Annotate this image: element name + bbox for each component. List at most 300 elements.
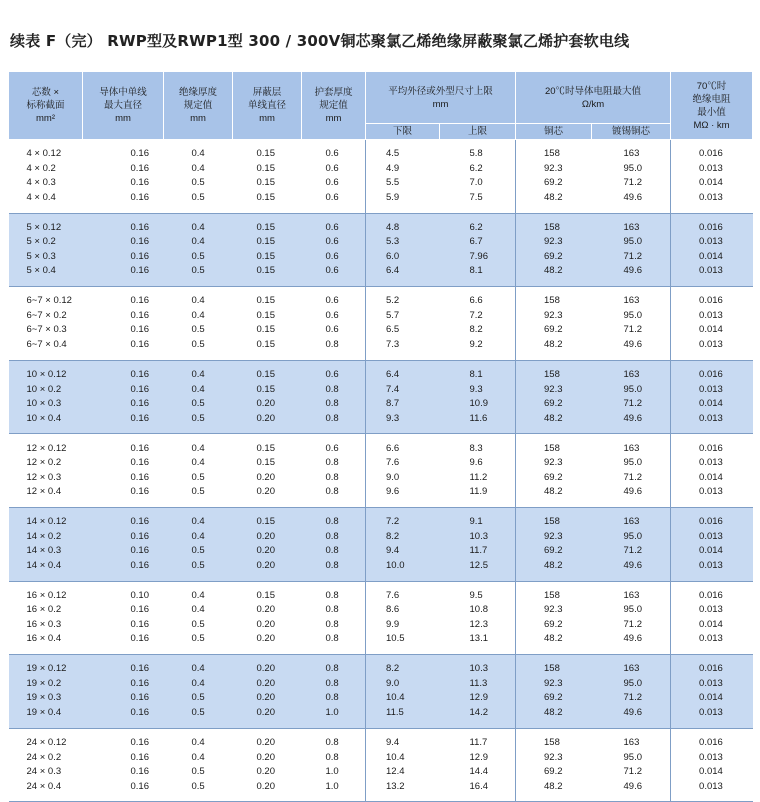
cell-value: 0.014 [699, 545, 723, 557]
cell-od-lower [366, 655, 440, 729]
cell-value: 13.2 [386, 780, 405, 792]
cell-value: 0.014 [699, 471, 723, 483]
cell-value: 0.16 [130, 221, 149, 233]
cell-value: 0.20 [256, 677, 275, 689]
cell-sheath [302, 140, 366, 214]
cell-value: 0.20 [256, 530, 275, 542]
cell-value: 6.4 [386, 369, 400, 381]
cell-value: 0.16 [130, 398, 149, 410]
cell-ins [671, 140, 753, 214]
cell-od-lower [366, 434, 440, 508]
cell-od-lower [366, 213, 440, 287]
cell-ins [671, 507, 753, 581]
cell-value: 19 × 0.4 [26, 706, 62, 718]
header-od-upper: 上限 [440, 124, 516, 140]
cell-value: 163 [623, 589, 640, 601]
cell-insulation [164, 213, 233, 287]
cell-conductor [83, 140, 164, 214]
cell-value: 0.013 [699, 677, 723, 689]
cell-value: 0.20 [256, 604, 275, 616]
cell-value: 71.2 [623, 250, 643, 262]
cell-value: 0.016 [699, 663, 723, 675]
cell-value: 11.6 [469, 412, 488, 424]
cell-value: 0.6 [325, 250, 339, 262]
cell-tin [592, 360, 671, 434]
cell-value: 69.2 [544, 177, 563, 189]
cell-value: 0.013 [699, 412, 723, 424]
table-body [9, 140, 753, 802]
cell-value: 0.8 [325, 589, 339, 601]
cell-value: 0.16 [130, 412, 149, 424]
cell-value: 0.6 [325, 324, 339, 336]
cell-value: 0.15 [256, 457, 275, 469]
cell-value: 0.5 [191, 412, 205, 424]
cell-value: 4 × 0.12 [26, 148, 62, 160]
cell-value: 0.16 [130, 604, 149, 616]
cell-value: 0.6 [325, 442, 339, 454]
cell-value: 69.2 [544, 766, 563, 778]
cell-cu [516, 581, 592, 655]
cell-value: 0.4 [191, 148, 205, 160]
cell-conductor [83, 360, 164, 434]
cell-value: 0.15 [256, 309, 275, 321]
cell-tin [592, 581, 671, 655]
cell-value: 0.016 [699, 148, 723, 160]
cell-value: 92.3 [544, 604, 563, 616]
cell-value: 0.16 [130, 780, 149, 792]
cell-value: 49.6 [623, 486, 643, 498]
cell-value: 0.8 [325, 412, 339, 424]
cell-value: 0.5 [191, 559, 205, 571]
cell-shield [233, 213, 302, 287]
cell-ins [671, 581, 753, 655]
cell-value: 0.16 [130, 265, 149, 277]
cell-value: 69.2 [544, 250, 563, 262]
cell-sheath [302, 728, 366, 802]
cell-value: 10.3 [469, 530, 488, 542]
cell-value: 0.013 [699, 191, 723, 203]
header-resistance: 20℃时导体电阻最大值 Ω/km [516, 72, 671, 124]
cell-od-upper [440, 360, 516, 434]
cell-value: 71.2 [623, 545, 643, 557]
cell-value: 0.016 [699, 516, 723, 528]
cell-value: 9.2 [469, 338, 483, 350]
cell-od-lower [366, 581, 440, 655]
spec-table [8, 71, 753, 802]
cell-value: 4 × 0.3 [26, 177, 56, 189]
cell-value: 0.6 [325, 236, 339, 248]
cell-value: 0.013 [699, 559, 723, 571]
cell-value: 0.16 [130, 737, 149, 749]
cell-value: 0.4 [191, 442, 205, 454]
cell-value: 0.20 [256, 486, 275, 498]
cell-value: 8.3 [469, 442, 483, 454]
cell-value: 0.16 [130, 618, 149, 630]
cell-value: 16.4 [469, 780, 488, 792]
cell-insulation [164, 581, 233, 655]
cell-value: 8.1 [469, 265, 483, 277]
cell-value: 158 [544, 295, 560, 307]
cell-value: 0.16 [130, 191, 149, 203]
cell-value: 0.16 [130, 663, 149, 675]
cell-value: 10.8 [469, 604, 488, 616]
cell-cu [516, 434, 592, 508]
cell-value: 5 × 0.3 [26, 250, 56, 262]
header-resist-tinned: 镀锡铜芯 [592, 124, 671, 140]
header-shield: 屏蔽层 单线直径 mm [233, 72, 302, 140]
cell-value: 0.013 [699, 751, 723, 763]
cell-value: 0.20 [256, 559, 275, 571]
cell-value: 0.016 [699, 442, 723, 454]
cell-ins [671, 434, 753, 508]
cell-value: 0.15 [256, 442, 275, 454]
cell-tin [592, 287, 671, 361]
cell-insulation [164, 140, 233, 214]
cell-value: 0.8 [325, 383, 339, 395]
cell-value: 48.2 [544, 486, 563, 498]
cell-cores [9, 213, 83, 287]
cell-value: 14 × 0.12 [26, 516, 67, 528]
cell-value: 12.9 [469, 751, 488, 763]
cell-value: 95.0 [623, 162, 643, 174]
cell-value: 5 × 0.12 [26, 221, 62, 233]
header-insulation-resistance: 70℃时 绝缘电阻 最小值 MΩ · km [671, 72, 753, 140]
cell-conductor [83, 287, 164, 361]
cell-value: 9.6 [469, 457, 483, 469]
cell-value: 71.2 [623, 324, 643, 336]
cell-value: 92.3 [544, 236, 563, 248]
cell-value: 0.5 [191, 191, 205, 203]
cell-value: 0.8 [325, 618, 339, 630]
cell-value: 0.15 [256, 295, 275, 307]
table-row-group [9, 213, 753, 287]
cell-cu [516, 507, 592, 581]
cell-value: 95.0 [623, 751, 643, 763]
cell-value: 12.3 [469, 618, 488, 630]
header-cores: 芯数 × 标称截面 mm² [9, 72, 83, 140]
cell-value: 0.4 [191, 309, 205, 321]
cell-value: 16 × 0.12 [26, 589, 67, 601]
table-row-group [9, 360, 753, 434]
cell-value: 6.4 [386, 265, 400, 277]
cell-cu [516, 213, 592, 287]
cell-value: 4.8 [386, 221, 400, 233]
cell-value: 69.2 [544, 398, 563, 410]
cell-value: 0.016 [699, 221, 723, 233]
cell-value: 0.20 [256, 737, 275, 749]
cell-value: 8.6 [386, 604, 400, 616]
table-row-group [9, 728, 753, 802]
cell-value: 24 × 0.4 [26, 780, 62, 792]
cell-od-upper [440, 581, 516, 655]
cell-conductor [83, 728, 164, 802]
cell-value: 158 [544, 663, 560, 675]
cell-value: 0.5 [191, 706, 205, 718]
cell-value: 0.20 [256, 412, 275, 424]
cell-value: 4.9 [386, 162, 400, 174]
cell-value: 14 × 0.3 [26, 545, 62, 557]
cell-value: 16 × 0.3 [26, 618, 62, 630]
cell-value: 12 × 0.12 [26, 442, 67, 454]
cell-value: 0.5 [191, 545, 205, 557]
cell-insulation [164, 728, 233, 802]
cell-cu [516, 360, 592, 434]
cell-value: 0.013 [699, 457, 723, 469]
cell-value: 0.5 [191, 471, 205, 483]
cell-value: 71.2 [623, 692, 643, 704]
cell-value: 0.014 [699, 250, 723, 262]
cell-value: 69.2 [544, 618, 563, 630]
cell-value: 49.6 [623, 559, 643, 571]
cell-value: 0.013 [699, 633, 723, 645]
cell-value: 0.013 [699, 604, 723, 616]
cell-value: 0.15 [256, 177, 275, 189]
cell-value: 0.16 [130, 457, 149, 469]
cell-value: 0.8 [325, 398, 339, 410]
cell-value: 163 [623, 516, 640, 528]
header-conductor: 导体中单线 最大直径 mm [83, 72, 164, 140]
cell-value: 6.6 [469, 295, 483, 307]
cell-value: 0.6 [325, 265, 339, 277]
cell-value: 0.013 [699, 383, 723, 395]
cell-value: 0.013 [699, 706, 723, 718]
cell-sheath [302, 581, 366, 655]
cell-value: 7.3 [386, 338, 400, 350]
cell-value: 5.5 [386, 177, 400, 189]
cell-value: 8.2 [386, 663, 400, 675]
cell-cores [9, 655, 83, 729]
cell-value: 158 [544, 516, 560, 528]
cell-value: 0.20 [256, 706, 275, 718]
cell-shield [233, 655, 302, 729]
cell-ins [671, 360, 753, 434]
cell-value: 0.20 [256, 692, 275, 704]
cell-value: 10.3 [469, 663, 488, 675]
cell-value: 0.013 [699, 486, 723, 498]
cell-value: 9.0 [386, 471, 400, 483]
cell-sheath [302, 434, 366, 508]
table-title: 续表 F（完） RWP型及RWP1型 300 / 300V铜芯聚氯乙烯绝缘屏蔽聚氯乙烯护套软电线 [10, 32, 630, 50]
cell-value: 11.5 [386, 706, 404, 718]
cell-value: 0.8 [325, 692, 339, 704]
cell-value: 0.5 [191, 324, 205, 336]
cell-value: 9.9 [386, 618, 400, 630]
cell-value: 0.16 [130, 148, 149, 160]
cell-value: 9.5 [469, 589, 483, 601]
cell-value: 0.5 [191, 486, 205, 498]
cell-value: 0.8 [325, 663, 339, 675]
cell-value: 0.4 [191, 369, 205, 381]
cell-value: 0.16 [130, 369, 149, 381]
cell-value: 0.4 [191, 737, 205, 749]
cell-cu [516, 140, 592, 214]
cell-value: 92.3 [544, 530, 563, 542]
cell-value: 92.3 [544, 383, 563, 395]
cell-value: 0.8 [325, 737, 339, 749]
cell-value: 0.16 [130, 766, 149, 778]
cell-value: 95.0 [623, 309, 643, 321]
cell-value: 0.16 [130, 677, 149, 689]
cell-value: 158 [544, 589, 560, 601]
cell-value: 92.3 [544, 751, 563, 763]
cell-value: 49.6 [623, 265, 643, 277]
cell-value: 0.4 [191, 295, 205, 307]
cell-value: 0.5 [191, 338, 205, 350]
cell-tin [592, 507, 671, 581]
cell-value: 69.2 [544, 471, 563, 483]
cell-value: 95.0 [623, 604, 643, 616]
cell-tin [592, 728, 671, 802]
cell-value: 0.4 [191, 221, 205, 233]
table-row-group [9, 507, 753, 581]
cell-value: 0.16 [130, 486, 149, 498]
cell-value: 0.16 [130, 338, 149, 350]
cell-value: 4 × 0.4 [26, 191, 56, 203]
table-row-group [9, 287, 753, 361]
cell-value: 10.5 [386, 633, 405, 645]
cell-value: 1.0 [325, 780, 339, 792]
cell-value: 0.4 [191, 457, 205, 469]
cell-shield [233, 360, 302, 434]
cell-value: 0.16 [130, 177, 149, 189]
cell-value: 0.014 [699, 692, 723, 704]
cell-value: 0.6 [325, 295, 339, 307]
cell-value: 0.4 [191, 677, 205, 689]
cell-value: 0.016 [699, 295, 723, 307]
cell-value: 5.3 [386, 236, 400, 248]
cell-value: 0.8 [325, 530, 339, 542]
cell-value: 0.4 [191, 604, 205, 616]
cell-cu [516, 655, 592, 729]
cell-value: 69.2 [544, 324, 563, 336]
cell-value: 8.2 [469, 324, 483, 336]
cell-value: 0.014 [699, 177, 723, 189]
cell-value: 0.15 [256, 250, 275, 262]
cell-value: 0.6 [325, 369, 339, 381]
cell-value: 0.15 [256, 324, 275, 336]
cell-value: 158 [544, 442, 560, 454]
cell-value: 0.20 [256, 633, 275, 645]
cell-value: 49.6 [623, 412, 643, 424]
cell-ins [671, 213, 753, 287]
header-od-lower: 下限 [366, 124, 440, 140]
cell-value: 92.3 [544, 457, 563, 469]
cell-value: 0.016 [699, 589, 723, 601]
cell-value: 14.2 [469, 706, 488, 718]
cell-value: 0.20 [256, 618, 275, 630]
cell-value: 19 × 0.12 [26, 663, 67, 675]
cell-value: 6~7 × 0.4 [26, 338, 67, 350]
cell-value: 0.20 [256, 398, 275, 410]
cell-value: 0.10 [130, 589, 149, 601]
cell-sheath [302, 360, 366, 434]
cell-value: 0.013 [699, 780, 723, 792]
cell-value: 49.6 [623, 633, 643, 645]
cell-od-lower [366, 360, 440, 434]
cell-value: 95.0 [623, 457, 643, 469]
cell-value: 92.3 [544, 309, 563, 321]
cell-value: 9.1 [469, 516, 483, 528]
cell-value: 49.6 [623, 191, 643, 203]
cell-value: 0.16 [130, 559, 149, 571]
cell-value: 11.9 [469, 486, 488, 498]
cell-value: 0.15 [256, 162, 275, 174]
cell-insulation [164, 360, 233, 434]
cell-value: 0.16 [130, 545, 149, 557]
cell-value: 6.5 [386, 324, 400, 336]
cell-value: 0.4 [191, 663, 205, 675]
cell-conductor [83, 581, 164, 655]
cell-value: 0.16 [130, 692, 149, 704]
cell-value: 10 × 0.12 [26, 369, 67, 381]
cell-value: 7.96 [469, 250, 488, 262]
cell-value: 0.5 [191, 177, 205, 189]
cell-value: 0.6 [325, 191, 339, 203]
cell-tin [592, 655, 671, 729]
cell-cores [9, 140, 83, 214]
cell-value: 95.0 [623, 677, 643, 689]
cell-sheath [302, 655, 366, 729]
cell-value: 158 [544, 221, 560, 233]
cell-value: 10 × 0.4 [26, 412, 62, 424]
cell-od-lower [366, 728, 440, 802]
cell-shield [233, 140, 302, 214]
cell-value: 0.8 [325, 545, 339, 557]
cell-value: 0.5 [191, 780, 205, 792]
cell-value: 6.2 [469, 162, 483, 174]
cell-tin [592, 140, 671, 214]
cell-value: 11.7 [469, 545, 488, 557]
cell-value: 48.2 [544, 265, 563, 277]
cell-value: 7.5 [469, 191, 483, 203]
cell-value: 12.9 [469, 692, 488, 704]
cell-od-upper [440, 728, 516, 802]
cell-od-upper [440, 140, 516, 214]
cell-value: 71.2 [623, 618, 643, 630]
cell-value: 0.5 [191, 633, 205, 645]
cell-value: 6.0 [386, 250, 400, 262]
cell-value: 0.16 [130, 516, 149, 528]
cell-value: 0.014 [699, 398, 723, 410]
cell-value: 48.2 [544, 559, 563, 571]
cell-value: 0.16 [130, 633, 149, 645]
cell-value: 0.5 [191, 250, 205, 262]
cell-ins [671, 655, 753, 729]
cell-value: 10 × 0.2 [26, 383, 62, 395]
cell-cores [9, 434, 83, 508]
cell-value: 6~7 × 0.12 [26, 295, 72, 307]
cell-value: 0.014 [699, 766, 723, 778]
cell-value: 0.20 [256, 663, 275, 675]
cell-value: 0.16 [130, 236, 149, 248]
cell-value: 0.15 [256, 369, 275, 381]
cell-value: 24 × 0.12 [26, 737, 67, 749]
cell-value: 0.016 [699, 737, 723, 749]
cell-value: 5 × 0.4 [26, 265, 56, 277]
cell-value: 48.2 [544, 706, 563, 718]
cell-value: 0.16 [130, 751, 149, 763]
cell-value: 9.3 [386, 412, 400, 424]
cell-value: 158 [544, 148, 560, 160]
cell-od-lower [366, 140, 440, 214]
cell-cores [9, 581, 83, 655]
cell-value: 0.15 [256, 265, 275, 277]
cell-value: 95.0 [623, 236, 643, 248]
cell-value: 0.013 [699, 265, 723, 277]
cell-value: 0.8 [325, 751, 339, 763]
cell-value: 71.2 [623, 471, 643, 483]
cell-value: 0.8 [325, 677, 339, 689]
